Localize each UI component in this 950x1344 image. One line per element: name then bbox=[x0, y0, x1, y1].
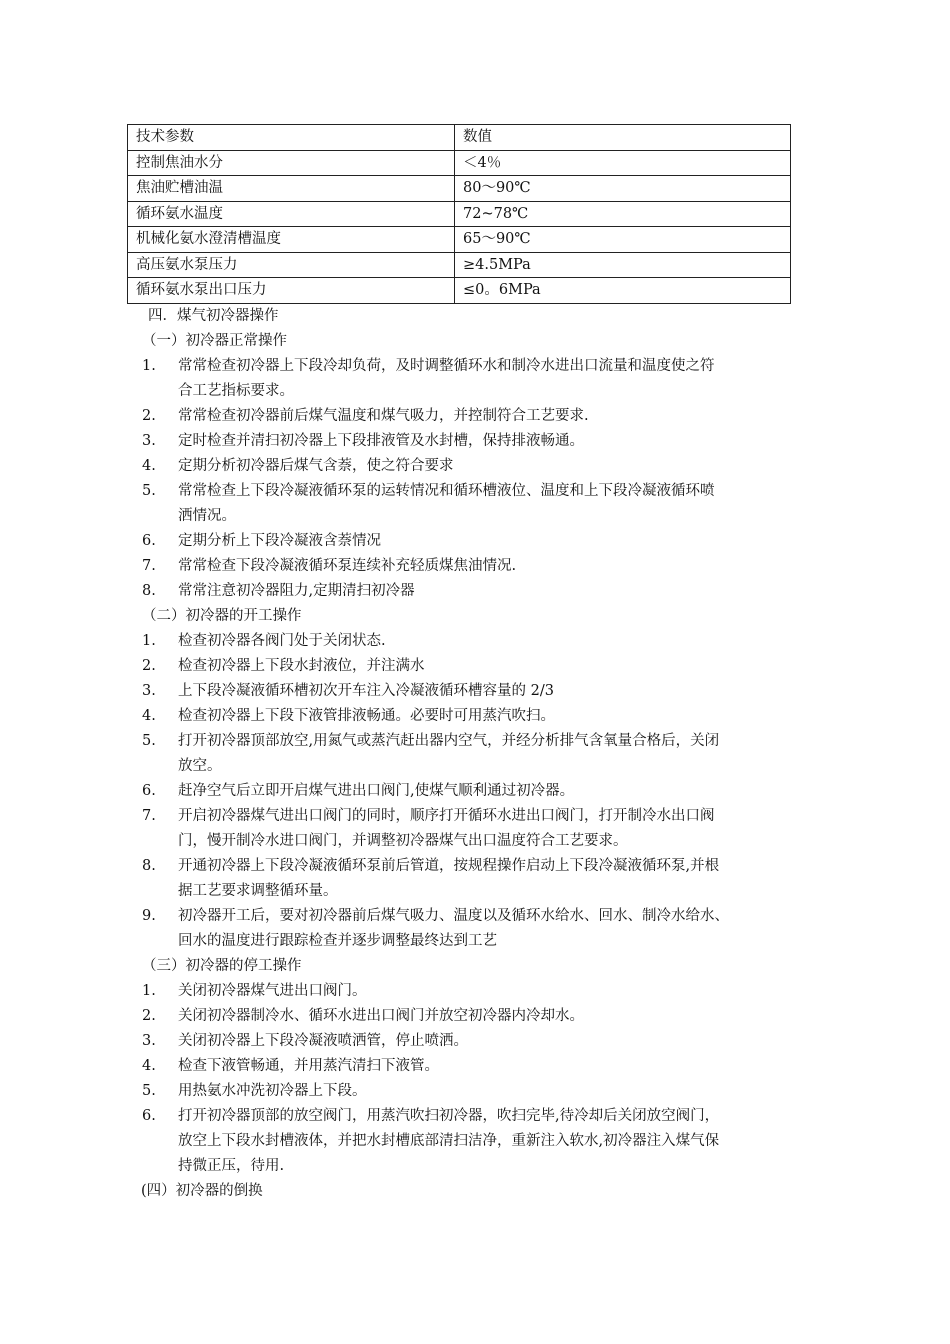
list-item bbox=[142, 454, 832, 479]
list-item-text bbox=[178, 354, 832, 404]
list-item-line: 常常检查初冷器前后煤气温度和煤气吸力，并控制符合工艺要求. bbox=[178, 408, 589, 424]
list-item bbox=[142, 654, 832, 679]
table-cell-value: ≤0。6MPa bbox=[455, 278, 791, 304]
list-item bbox=[142, 354, 832, 404]
table-header-cell: 技术参数 bbox=[128, 125, 455, 151]
list-item-line: 检查初冷器上下段下液管排液畅通。必要时可用蒸汽吹扫。 bbox=[178, 708, 555, 724]
list-item-text bbox=[178, 579, 832, 604]
list-item bbox=[142, 554, 832, 579]
subsection-title-normal-operation: （一）初冷器正常操作 bbox=[142, 333, 287, 349]
list-item-line: 上下段冷凝液循环槽初次开车注入冷凝液循环槽容量的 2/3 bbox=[178, 683, 554, 699]
list-item-line: 定期分析上下段冷凝液含萘情况 bbox=[178, 533, 381, 549]
list-item-text bbox=[178, 479, 832, 529]
list-item-number: 3. bbox=[142, 683, 156, 699]
list-item-line: 据工艺要求调整循环量。 bbox=[178, 883, 338, 899]
list-item-number: 5. bbox=[142, 733, 156, 749]
list-item-text bbox=[178, 979, 832, 1004]
list-item bbox=[142, 1029, 832, 1054]
list-item bbox=[142, 579, 832, 604]
normal-operation-list bbox=[142, 354, 832, 604]
list-item-line: 常常检查上下段冷凝液循环泵的运转情况和循环槽液位、温度和上下段冷凝液循环喷 bbox=[178, 483, 715, 499]
list-item-number: 7. bbox=[142, 808, 156, 824]
list-item-line: 赶净空气后立即开启煤气进出口阀门,使煤气顺利通过初冷器。 bbox=[178, 783, 575, 799]
list-item-text bbox=[178, 854, 832, 904]
list-item-line: 检查初冷器上下段水封液位，并注满水 bbox=[178, 658, 425, 674]
list-item-number: 3. bbox=[142, 433, 156, 449]
list-item-number: 4. bbox=[142, 1058, 156, 1074]
startup-operation-list bbox=[142, 629, 832, 954]
list-item-line: 打开初冷器顶部放空,用氮气或蒸汽赶出器内空气，并经分析排气含氧量合格后，关闭 bbox=[178, 733, 720, 749]
document-body bbox=[142, 304, 832, 1204]
list-item-line: 用热氨水冲洗初冷器上下段。 bbox=[178, 1083, 367, 1099]
list-item-line: 关闭初冷器煤气进出口阀门。 bbox=[178, 983, 367, 999]
table-row bbox=[128, 227, 791, 253]
list-item-number: 6. bbox=[142, 533, 156, 549]
table-cell-param: 机械化氨水澄清槽温度 bbox=[128, 227, 455, 253]
list-item-line: 打开初冷器顶部的放空阀门，用蒸汽吹扫初冷器，吹扫完毕,待冷却后关闭放空阀门， bbox=[178, 1108, 720, 1124]
table-cell-param: 焦油贮槽油温 bbox=[128, 176, 455, 202]
list-item-number: 6. bbox=[142, 1108, 156, 1124]
list-item-number: 1. bbox=[142, 358, 156, 374]
list-item bbox=[142, 904, 832, 954]
list-item bbox=[142, 979, 832, 1004]
technical-parameters-table bbox=[127, 124, 791, 304]
list-item bbox=[142, 779, 832, 804]
list-item-line: 检查初冷器各阀门处于关闭状态. bbox=[178, 633, 386, 649]
list-item bbox=[142, 429, 832, 454]
list-item-line: 关闭初冷器制冷水、循环水进出口阀门并放空初冷器内冷却水。 bbox=[178, 1008, 584, 1024]
list-item-line: 检查下液管畅通，并用蒸汽清扫下液管。 bbox=[178, 1058, 439, 1074]
list-item-text bbox=[178, 654, 832, 679]
subsection-title-switchover: (四）初冷器的倒换 bbox=[141, 1183, 263, 1199]
table-cell-value: 65～90℃ bbox=[455, 227, 791, 253]
list-item-number: 4. bbox=[142, 458, 156, 474]
list-item-line: 初冷器开工后，要对初冷器前后煤气吸力、温度以及循环水给水、回水、制冷水给水、 bbox=[178, 908, 729, 924]
list-item-text bbox=[178, 1054, 832, 1079]
list-item bbox=[142, 854, 832, 904]
list-item-text bbox=[178, 429, 832, 454]
list-item-line: 合工艺指标要求。 bbox=[178, 383, 294, 399]
list-item-line: 回水的温度进行跟踪检查并逐步调整最终达到工艺 bbox=[178, 933, 497, 949]
list-item-number: 2. bbox=[142, 1008, 156, 1024]
list-item-number: 2. bbox=[142, 658, 156, 674]
list-item bbox=[142, 1079, 832, 1104]
list-item-number: 3. bbox=[142, 1033, 156, 1049]
list-item-line: 常常检查初冷器上下段冷却负荷，及时调整循环水和制冷水进出口流量和温度使之符 bbox=[178, 358, 715, 374]
list-item bbox=[142, 729, 832, 779]
table-cell-param: 循环氨水泵出口压力 bbox=[128, 278, 455, 304]
list-item-line: 门，慢开制冷水进口阀门，并调整初冷器煤气出口温度符合工艺要求。 bbox=[178, 833, 628, 849]
table-cell-value: 80～90℃ bbox=[455, 176, 791, 202]
subsection-title-shutdown-operation: （三）初冷器的停工操作 bbox=[142, 958, 302, 974]
list-item-text bbox=[178, 804, 832, 854]
table-cell-param: 控制焦油水分 bbox=[128, 150, 455, 176]
list-item-line: 持微正压，待用. bbox=[178, 1158, 285, 1174]
list-item bbox=[142, 479, 832, 529]
section-title: 四．煤气初冷器操作 bbox=[148, 308, 279, 324]
list-item-text bbox=[178, 679, 832, 704]
table-row bbox=[128, 278, 791, 304]
table-cell-value: ＜4％ bbox=[455, 150, 791, 176]
list-item-line: 常常检查下段冷凝液循环泵连续补充轻质煤焦油情况. bbox=[178, 558, 517, 574]
list-item-line: 定期分析初冷器后煤气含萘，使之符合要求 bbox=[178, 458, 454, 474]
table-row bbox=[128, 150, 791, 176]
table-cell-value: ≥4.5MPa bbox=[455, 252, 791, 278]
list-item-text bbox=[178, 1029, 832, 1054]
list-item-line: 放空上下段水封槽液体，并把水封槽底部清扫洁净，重新注入软水,初冷器注入煤气保 bbox=[178, 1133, 720, 1149]
table-cell-param: 循环氨水温度 bbox=[128, 201, 455, 227]
table-row bbox=[128, 176, 791, 202]
list-item bbox=[142, 679, 832, 704]
list-item-number: 8. bbox=[142, 858, 156, 874]
list-item-number: 1. bbox=[142, 983, 156, 999]
list-item-text bbox=[178, 529, 832, 554]
list-item bbox=[142, 804, 832, 854]
list-item-line: 关闭初冷器上下段冷凝液喷洒管，停止喷洒。 bbox=[178, 1033, 468, 1049]
list-item-line: 洒情况。 bbox=[178, 508, 236, 524]
list-item-line: 开启初冷器煤气进出口阀门的同时，顺序打开循环水进出口阀门，打开制冷水出口阀 bbox=[178, 808, 715, 824]
list-item-number: 5. bbox=[142, 1083, 156, 1099]
list-item-text bbox=[178, 704, 832, 729]
list-item-text bbox=[178, 779, 832, 804]
list-item-number: 7. bbox=[142, 558, 156, 574]
list-item-text bbox=[178, 1004, 832, 1029]
list-item-text bbox=[178, 1079, 832, 1104]
list-item-text bbox=[178, 904, 832, 954]
table-row bbox=[128, 201, 791, 227]
list-item bbox=[142, 1004, 832, 1029]
list-item bbox=[142, 529, 832, 554]
list-item bbox=[142, 629, 832, 654]
list-item-text bbox=[178, 629, 832, 654]
list-item bbox=[142, 404, 832, 429]
list-item-number: 1. bbox=[142, 633, 156, 649]
list-item-line: 定时检查并清扫初冷器上下段排液管及水封槽，保持排液畅通。 bbox=[178, 433, 584, 449]
list-item bbox=[142, 1054, 832, 1079]
table-header-cell: 数值 bbox=[455, 125, 791, 151]
list-item-number: 4. bbox=[142, 708, 156, 724]
list-item-line: 放空。 bbox=[178, 758, 222, 774]
list-item bbox=[142, 1104, 832, 1179]
list-item-text bbox=[178, 554, 832, 579]
table-row bbox=[128, 252, 791, 278]
subsection-title-startup-operation: （二）初冷器的开工操作 bbox=[142, 608, 302, 624]
list-item-number: 5. bbox=[142, 483, 156, 499]
list-item-number: 8. bbox=[142, 583, 156, 599]
shutdown-operation-list bbox=[142, 979, 832, 1179]
list-item-text bbox=[178, 454, 832, 479]
list-item-line: 开通初冷器上下段冷凝液循环泵前后管道，按规程操作启动上下段冷凝液循环泵,并根 bbox=[178, 858, 720, 874]
list-item-number: 2. bbox=[142, 408, 156, 424]
table-cell-param: 高压氨水泵压力 bbox=[128, 252, 455, 278]
table-header-row bbox=[128, 125, 791, 151]
list-item-number: 6. bbox=[142, 783, 156, 799]
list-item-number: 9. bbox=[142, 908, 156, 924]
list-item-text bbox=[178, 404, 832, 429]
list-item-text bbox=[178, 729, 832, 779]
list-item bbox=[142, 704, 832, 729]
list-item-line: 常常注意初冷器阻力,定期清扫初冷器 bbox=[178, 583, 415, 599]
list-item-text bbox=[178, 1104, 832, 1179]
table-cell-value: 72~78℃ bbox=[455, 201, 791, 227]
